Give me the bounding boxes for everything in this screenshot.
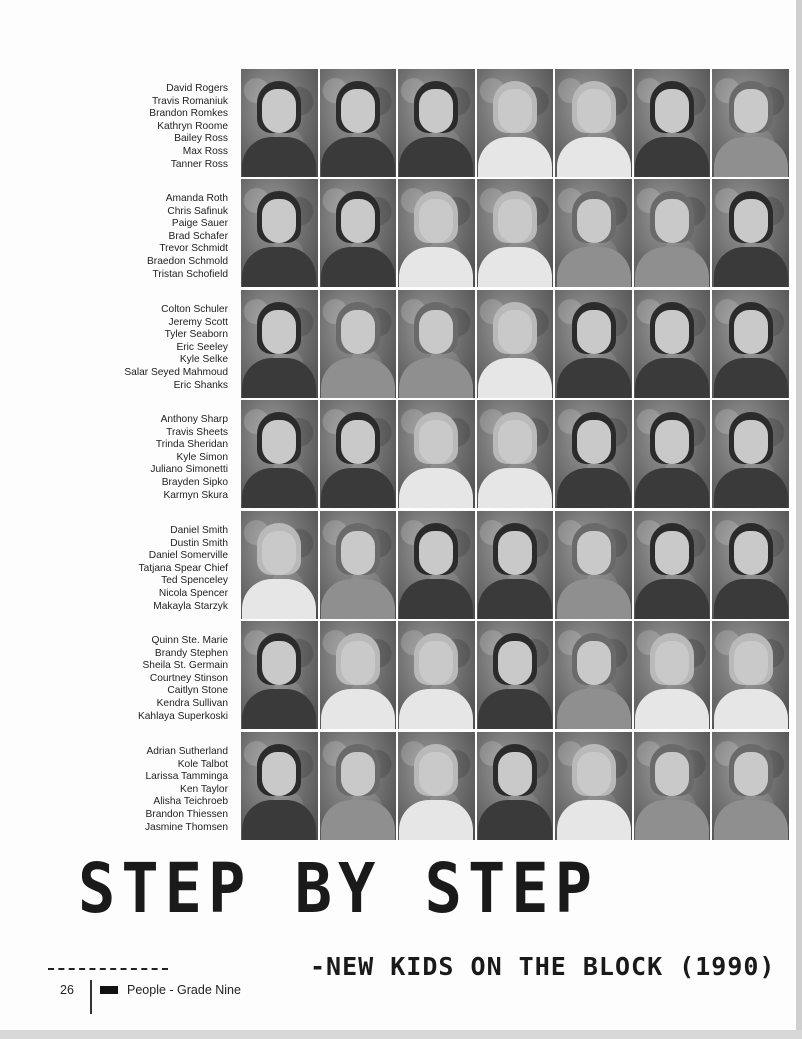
student-photo: [398, 621, 475, 729]
student-photo: [241, 290, 318, 398]
student-name: Tanner Ross: [170, 158, 228, 170]
name-list: [150, 414, 228, 502]
section-label: People - Grade Nine: [127, 983, 241, 997]
student-name: Salar Seyed Mahmoud: [124, 366, 228, 378]
student-name: Alisha Teichroeb: [153, 796, 228, 808]
student-name: Amanda Roth: [165, 193, 228, 204]
decorative-scratch-vertical: [90, 980, 92, 1014]
student-name: Kahlaya Superkoski: [137, 710, 228, 722]
name-list: [139, 525, 228, 613]
student-photo: [634, 400, 711, 508]
student-photo: [241, 621, 318, 729]
student-photo: [634, 511, 711, 619]
student-name: Anthony Sharp: [160, 414, 228, 425]
photo-strip: [241, 69, 789, 179]
student-name: Daniel Smith: [170, 525, 228, 536]
student-photo: [398, 290, 475, 398]
student-photo: [477, 69, 554, 177]
student-photo: [712, 290, 789, 398]
name-list: [149, 83, 228, 171]
student-row: [0, 290, 802, 402]
student-name: Brayden Sipko: [161, 476, 228, 488]
student-photo: [398, 732, 475, 840]
student-photo: [555, 290, 632, 398]
student-name: Kathryn Roome: [157, 120, 228, 132]
student-name: Brad Schafer: [168, 230, 228, 242]
student-photo: [320, 732, 397, 840]
decorative-bar: [100, 986, 118, 994]
student-photo: [398, 400, 475, 508]
student-row: [0, 179, 802, 291]
student-name: Colton Schuler: [161, 304, 228, 315]
photo-strip: [241, 621, 789, 731]
name-list: [138, 635, 228, 723]
student-photo: [320, 511, 397, 619]
student-photo: [477, 511, 554, 619]
student-photo: [634, 179, 711, 287]
student-name: Brandy Stephen: [154, 647, 228, 659]
name-list: [147, 193, 228, 281]
student-name: Caitlyn Stone: [167, 685, 228, 697]
student-name: Brandon Romkes: [149, 108, 228, 120]
student-name: Tristan Schofield: [152, 268, 228, 280]
student-name: Travis Romaniuk: [151, 95, 228, 107]
student-name: Kendra Sullivan: [156, 697, 228, 709]
student-name: Kyle Selke: [179, 354, 228, 366]
student-name: Eric Shanks: [173, 379, 228, 391]
photo-strip: [241, 290, 789, 400]
photo-strip: [241, 732, 789, 842]
student-row: [0, 621, 802, 733]
student-name: Quinn Ste. Marie: [151, 635, 228, 646]
student-name: Larissa Tamminga: [145, 771, 228, 783]
student-name: Ted Spenceley: [161, 575, 228, 587]
student-name: Braedon Schmold: [147, 255, 228, 267]
student-photo: [712, 511, 789, 619]
student-photo: [555, 400, 632, 508]
student-photo: [477, 290, 554, 398]
student-name: Daniel Somerville: [148, 550, 228, 562]
student-photo: [634, 732, 711, 840]
photo-strip: [241, 511, 789, 621]
student-name: Adrian Sutherland: [146, 746, 228, 757]
student-name: Karmyn Skura: [163, 489, 228, 501]
student-photo: [398, 179, 475, 287]
student-photo: [320, 69, 397, 177]
student-photo: [398, 69, 475, 177]
student-photo: [712, 732, 789, 840]
student-photo: [320, 179, 397, 287]
student-name: Ken Taylor: [180, 783, 228, 795]
student-photo: [477, 400, 554, 508]
student-photo: [712, 69, 789, 177]
student-row: [0, 732, 802, 844]
student-photo: [555, 621, 632, 729]
student-name: Paige Sauer: [171, 218, 228, 230]
student-photo: [241, 179, 318, 287]
student-name: Tyler Seaborn: [164, 329, 228, 341]
student-name: Dustin Smith: [170, 537, 228, 549]
student-name: Courtney Stinson: [149, 672, 228, 684]
student-photo: [555, 511, 632, 619]
student-row: [0, 400, 802, 512]
student-name: Makayla Starzyk: [153, 600, 228, 612]
student-photo: [320, 400, 397, 508]
decorative-scratch: [48, 968, 168, 978]
student-name: Trinda Sheridan: [155, 439, 228, 451]
student-photo: [398, 511, 475, 619]
student-name: Sheila St. Germain: [142, 660, 228, 672]
student-name: Eric Seeley: [176, 341, 228, 353]
student-name: Max Ross: [182, 145, 228, 157]
student-photo: [555, 732, 632, 840]
student-name: Jeremy Scott: [168, 316, 228, 328]
student-photo: [477, 179, 554, 287]
student-photo: [555, 69, 632, 177]
name-list: [145, 746, 228, 834]
student-name: Tatjana Spear Chief: [138, 562, 228, 574]
student-name: Bailey Ross: [174, 133, 228, 145]
page-bottom-edge: [0, 1030, 802, 1039]
student-name: Chris Safinuk: [167, 205, 228, 217]
student-photo: [477, 621, 554, 729]
student-photo: [634, 69, 711, 177]
student-photo: [712, 179, 789, 287]
student-name: Juliano Simonetti: [150, 464, 228, 476]
student-photo: [712, 400, 789, 508]
student-photo: [477, 732, 554, 840]
page-number: 26: [60, 983, 74, 997]
student-photo: [634, 290, 711, 398]
student-photo: [712, 621, 789, 729]
page-subtitle: -NEW KIDS ON THE BLOCK (1990): [310, 952, 776, 981]
student-name: Kole Talbot: [177, 758, 228, 770]
student-name: Brandon Thiessen: [145, 808, 228, 820]
student-photo: [241, 400, 318, 508]
student-photo: [634, 621, 711, 729]
student-name: Jasmine Thomsen: [144, 821, 228, 833]
student-name: Trevor Schmidt: [159, 243, 228, 255]
student-photo: [555, 179, 632, 287]
student-row: [0, 69, 802, 181]
student-name: David Rogers: [166, 83, 228, 94]
page-title: STEP BY STEP: [78, 848, 598, 929]
student-name: Kyle Simon: [176, 451, 228, 463]
student-photo: [241, 69, 318, 177]
student-photo: [241, 511, 318, 619]
student-photo: [241, 732, 318, 840]
student-name: Travis Sheets: [166, 426, 228, 438]
photo-strip: [241, 179, 789, 289]
student-row: [0, 511, 802, 623]
photo-strip: [241, 400, 789, 510]
student-photo: [320, 290, 397, 398]
student-photo: [320, 621, 397, 729]
student-name: Nicola Spencer: [158, 587, 228, 599]
name-list: [124, 304, 228, 392]
